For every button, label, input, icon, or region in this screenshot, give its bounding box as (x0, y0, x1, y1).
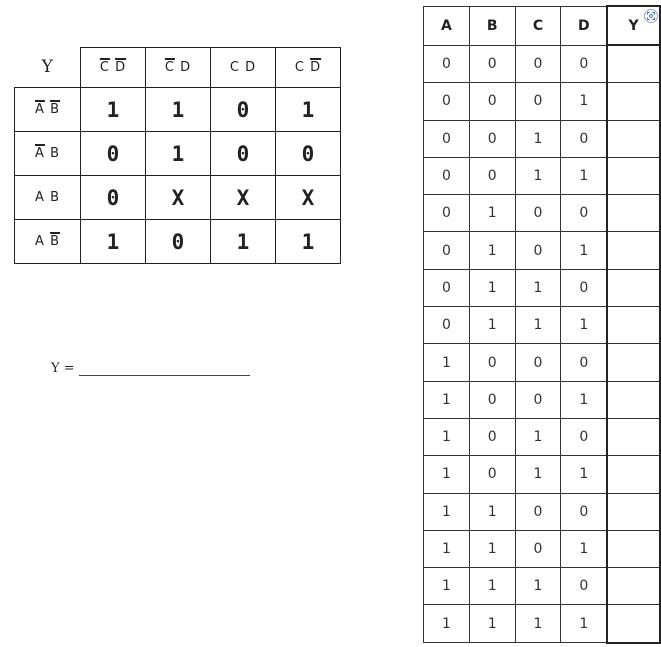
kmap-cell: X (276, 176, 341, 220)
truth-cell: 0 (469, 45, 515, 83)
kmap-row-header (15, 88, 81, 132)
kmap-row (15, 220, 341, 264)
truth-cell: 1 (424, 418, 470, 455)
kmap-row-header (15, 132, 81, 176)
kmap-cell: 1 (146, 88, 211, 132)
truth-cell: 1 (469, 232, 515, 269)
truth-cell: 1 (515, 269, 561, 306)
kmap-cell: X (146, 176, 211, 220)
truth-cell: 1 (515, 605, 561, 643)
truth-cell: 1 (515, 157, 561, 194)
truth-cell: 0 (561, 568, 607, 605)
literal: $\overline{B}$ (50, 102, 60, 117)
kmap-cell: 0 (211, 88, 276, 132)
truth-cell: 0 (424, 157, 470, 194)
kmap-col-header (211, 48, 276, 88)
kmap-row (15, 176, 341, 220)
scan-icon[interactable] (644, 8, 658, 22)
equation-label: Y = (51, 361, 75, 376)
truth-cell: 0 (424, 232, 470, 269)
kmap-cell: 1 (276, 88, 341, 132)
truth-header-a: A (424, 6, 470, 45)
truth-header-y: Y (607, 6, 660, 45)
truth-y-cell[interactable] (607, 307, 660, 344)
truth-table-row (424, 605, 661, 643)
truth-table-row (424, 530, 661, 567)
truth-cell: 0 (424, 195, 470, 232)
truth-cell: 1 (424, 456, 470, 493)
kmap-cell: 0 (81, 132, 146, 176)
kmap-cell: 1 (146, 132, 211, 176)
kmap-cell: 1 (211, 220, 276, 264)
literal: B (50, 190, 60, 205)
truth-table-row (424, 418, 661, 455)
literal: $\overline{D}$ (310, 60, 322, 75)
truth-table-row (424, 456, 661, 493)
truth-cell: 0 (561, 493, 607, 530)
truth-cell: 1 (469, 195, 515, 232)
equation-line (51, 361, 250, 376)
truth-cell: 0 (469, 344, 515, 381)
kmap-corner-label: Y (15, 48, 81, 88)
truth-y-cell[interactable] (607, 418, 660, 455)
kmap-cell: 0 (211, 132, 276, 176)
truth-cell: 0 (424, 83, 470, 120)
truth-cell: 1 (561, 456, 607, 493)
truth-table-row (424, 232, 661, 269)
truth-cell: 1 (424, 605, 470, 643)
truth-table-body (424, 45, 661, 643)
truth-table-row (424, 157, 661, 194)
truth-cell: 1 (561, 530, 607, 567)
truth-cell: 1 (515, 456, 561, 493)
truth-table-row (424, 568, 661, 605)
truth-cell: 0 (515, 530, 561, 567)
kmap-cell: X (211, 176, 276, 220)
truth-table-row (424, 344, 661, 381)
truth-table-row (424, 83, 661, 120)
truth-cell: 1 (424, 568, 470, 605)
truth-y-cell[interactable] (607, 120, 660, 157)
truth-cell: 0 (561, 269, 607, 306)
truth-cell: 1 (469, 307, 515, 344)
truth-header-b: B (469, 6, 515, 45)
literal: $\overline{A}$ (35, 102, 45, 117)
truth-y-cell[interactable] (607, 493, 660, 530)
truth-cell: 1 (561, 232, 607, 269)
truth-header-c: C (515, 6, 561, 45)
kmap-row (15, 88, 341, 132)
truth-cell: 0 (469, 120, 515, 157)
truth-cell: 0 (469, 83, 515, 120)
truth-cell: 1 (515, 568, 561, 605)
kmap-cell: 1 (276, 220, 341, 264)
kmap-header-row (15, 48, 341, 88)
kmap-cell: 1 (81, 88, 146, 132)
truth-cell: 0 (515, 232, 561, 269)
truth-cell: 0 (469, 418, 515, 455)
literal: $\overline{C}$ (99, 60, 110, 75)
kmap-col-header (146, 48, 211, 88)
kmap-cell: 1 (81, 220, 146, 264)
truth-cell: 1 (515, 418, 561, 455)
truth-cell: 0 (515, 344, 561, 381)
truth-cell: 0 (424, 45, 470, 83)
truth-cell: 0 (515, 195, 561, 232)
kmap-cell: 0 (146, 220, 211, 264)
literal: $\overline{B}$ (50, 234, 60, 249)
truth-y-cell[interactable] (607, 605, 660, 643)
truth-cell: 1 (424, 381, 470, 418)
truth-y-cell[interactable] (607, 157, 660, 194)
truth-table-row (424, 45, 661, 83)
truth-cell: 1 (561, 307, 607, 344)
truth-cell: 1 (561, 157, 607, 194)
truth-table-header-row (424, 6, 661, 45)
karnaugh-map (14, 47, 341, 264)
truth-cell: 0 (469, 381, 515, 418)
truth-cell: 1 (469, 269, 515, 306)
truth-y-cell[interactable] (607, 530, 660, 567)
truth-y-cell[interactable] (607, 45, 660, 83)
truth-table-row (424, 269, 661, 306)
literal: A (35, 234, 45, 249)
kmap-col-header (81, 48, 146, 88)
truth-cell: 1 (424, 530, 470, 567)
truth-cell: 1 (561, 605, 607, 643)
truth-cell: 0 (561, 45, 607, 83)
literal: $\overline{A}$ (35, 146, 45, 161)
truth-cell: 1 (515, 307, 561, 344)
truth-cell: 0 (424, 120, 470, 157)
truth-y-cell[interactable] (607, 195, 660, 232)
truth-cell: 0 (469, 157, 515, 194)
truth-cell: 0 (515, 45, 561, 83)
truth-y-cell[interactable] (607, 269, 660, 306)
literal: D (245, 60, 257, 75)
truth-cell: 1 (469, 605, 515, 643)
truth-cell: 1 (424, 344, 470, 381)
literal: $\overline{D}$ (115, 60, 127, 75)
truth-cell: 0 (469, 456, 515, 493)
truth-cell: 0 (424, 307, 470, 344)
truth-cell: 0 (424, 269, 470, 306)
truth-cell: 1 (515, 120, 561, 157)
literal: C (294, 60, 305, 75)
kmap-col-header (276, 48, 341, 88)
literal: C (229, 60, 240, 75)
truth-y-cell[interactable] (607, 568, 660, 605)
answer-blank[interactable] (79, 362, 250, 376)
truth-cell: 0 (515, 83, 561, 120)
literal: D (180, 60, 192, 75)
truth-cell: 0 (561, 344, 607, 381)
truth-cell: 0 (515, 493, 561, 530)
truth-table-row (424, 307, 661, 344)
truth-cell: 1 (469, 493, 515, 530)
truth-table-row (424, 120, 661, 157)
truth-table-row (424, 381, 661, 418)
truth-y-cell[interactable] (607, 456, 660, 493)
truth-table-row (424, 195, 661, 232)
truth-y-cell[interactable] (607, 381, 660, 418)
truth-cell: 0 (515, 381, 561, 418)
truth-cell: 1 (561, 83, 607, 120)
literal: $\overline{C}$ (164, 60, 175, 75)
truth-cell: 1 (424, 493, 470, 530)
truth-y-cell[interactable] (607, 232, 660, 269)
truth-y-cell[interactable] (607, 83, 660, 120)
truth-cell: 1 (561, 381, 607, 418)
kmap-row (15, 132, 341, 176)
truth-table-row (424, 493, 661, 530)
kmap-cell: 0 (276, 132, 341, 176)
literal: A (35, 190, 45, 205)
truth-cell: 0 (561, 120, 607, 157)
kmap-cell: 0 (81, 176, 146, 220)
truth-cell: 1 (469, 568, 515, 605)
truth-cell: 0 (561, 418, 607, 455)
kmap-row-header (15, 176, 81, 220)
truth-cell: 0 (561, 195, 607, 232)
truth-cell: 1 (469, 530, 515, 567)
literal: B (50, 146, 60, 161)
truth-table (423, 5, 661, 644)
truth-y-cell[interactable] (607, 344, 660, 381)
kmap-row-header (15, 220, 81, 264)
truth-header-d: D (561, 6, 607, 45)
